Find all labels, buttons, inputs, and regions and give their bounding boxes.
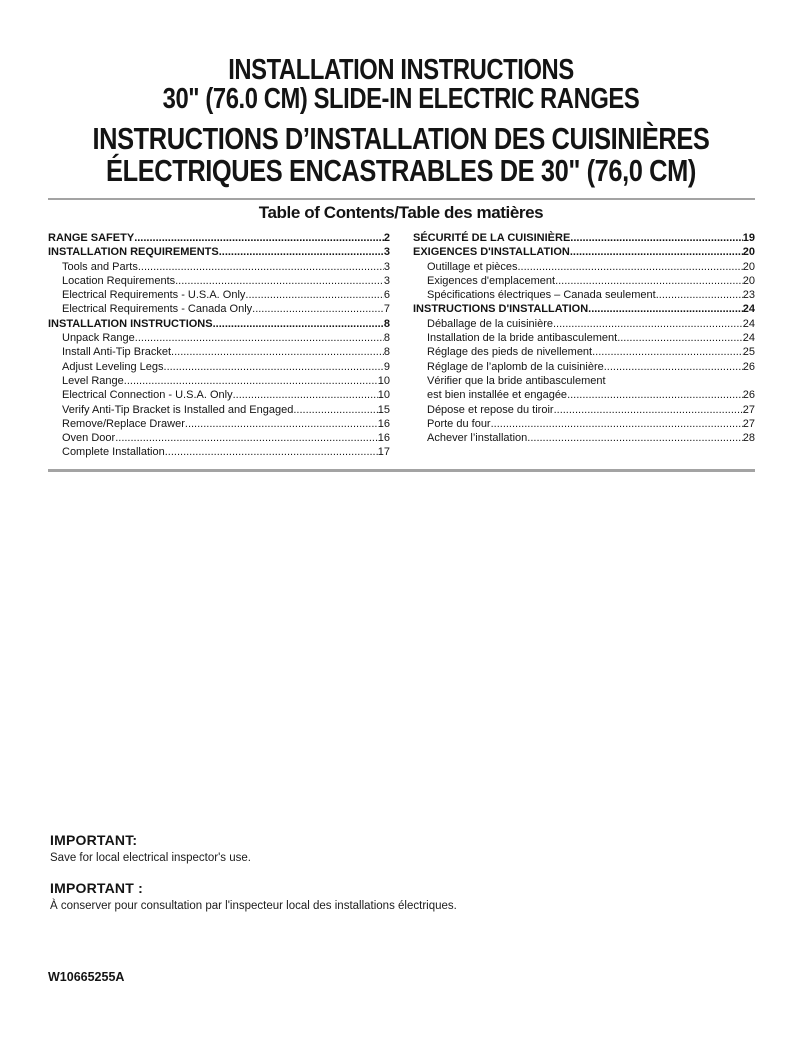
horizontal-rule-bottom: [48, 469, 755, 472]
table-of-contents: [48, 231, 755, 460]
toc-entry-page: 9: [383, 360, 390, 373]
toc-entry: [48, 288, 390, 302]
toc-dot-leader: [245, 288, 383, 302]
toc-entry-page: 16: [377, 417, 390, 430]
toc-entry-page: 8: [383, 332, 390, 345]
toc-entry: [48, 302, 390, 316]
toc-dot-leader: [185, 417, 378, 431]
toc-dot-leader: [213, 317, 384, 331]
toc-entry-page: 10: [377, 374, 390, 387]
toc-entry-page: 20: [742, 260, 755, 273]
toc-entry-page: 27: [742, 417, 755, 430]
toc-entry: [413, 317, 755, 331]
toc-entry-label: Outillage et pièces: [427, 260, 518, 273]
toc-entry-label: Installation de la bride antibasculement: [427, 332, 618, 345]
toc-entry-page: 19: [742, 232, 755, 244]
toc-entry-page: 28: [742, 432, 755, 445]
toc-entry-label: Vérifier que la bride antibasculement: [427, 374, 606, 387]
toc-entry-page: 8: [383, 317, 390, 330]
toc-dot-leader: [588, 302, 743, 316]
toc-entry: [413, 388, 755, 402]
toc-dot-leader: [604, 360, 743, 374]
toc-entry: [48, 331, 390, 345]
toc-dot-leader: [233, 388, 378, 402]
toc-entry-page: 20: [742, 246, 755, 259]
toc-entry: [48, 231, 390, 245]
toc-entry: [413, 245, 755, 259]
toc-dot-leader: [527, 431, 742, 445]
toc-dot-leader: [567, 388, 743, 402]
important-note-body: Save for local electrical inspector's use.: [50, 852, 251, 864]
toc-entry-label: Tools and Parts: [62, 260, 138, 273]
toc-entry-page: 27: [742, 403, 755, 416]
toc-entry-label: Exigences d'emplacement: [427, 274, 556, 287]
toc-entry: [48, 388, 390, 402]
toc-dot-leader: [592, 345, 743, 359]
toc-dot-leader: [656, 288, 743, 302]
toc-entry-page: 16: [377, 432, 390, 445]
toc-entry: [48, 360, 390, 374]
toc-dot-leader: [570, 231, 742, 245]
toc-dot-leader: [134, 231, 384, 245]
toc-entry-page: 3: [383, 246, 390, 259]
toc-dot-leader: [570, 245, 743, 259]
toc-entry: [413, 417, 755, 431]
toc-entry: [413, 302, 755, 316]
toc-dot-leader: [219, 245, 384, 259]
toc-entry: [48, 317, 390, 331]
toc-entry-page: 24: [742, 303, 755, 316]
toc-entry: [48, 260, 390, 274]
toc-entry: [413, 260, 755, 274]
toc-dot-leader: [138, 260, 384, 274]
toc-column-english: [48, 231, 390, 460]
toc-entry: [413, 431, 755, 445]
toc-entry-label: Réglage des pieds de nivellement: [427, 346, 593, 359]
toc-dot-leader: [491, 417, 743, 431]
toc-entry-page: 24: [742, 317, 755, 330]
toc-entry-page: 3: [383, 260, 390, 273]
toc-entry-label: Remove/Replace Drawer: [62, 417, 185, 430]
toc-entry-label: Unpack Range: [62, 332, 135, 345]
toc-entry: [413, 231, 755, 245]
toc-entry-page: 2: [383, 232, 390, 244]
toc-entry: [413, 360, 755, 374]
toc-entry-page: 20: [742, 274, 755, 287]
toc-entry-label: Verify Anti-Tip Bracket is Installed and Engaged: [62, 403, 294, 416]
toc-entry: [413, 274, 755, 288]
toc-entry-page: 26: [742, 360, 755, 373]
toc-dot-leader: [165, 445, 378, 459]
important-note-english: [50, 832, 755, 865]
toc-entry-label: EXIGENCES D'INSTALLATION: [413, 246, 570, 259]
title-line-fr-1: INSTRUCTIONS D’INSTALLATION DES CUISINIÈRES: [92, 121, 710, 156]
toc-column-french: [413, 231, 755, 460]
toc-entry-label: Level Range: [62, 374, 124, 387]
toc-entry: [48, 445, 390, 459]
toc-entry: [48, 345, 390, 359]
toc-dot-leader: [175, 274, 384, 288]
toc-entry-label: Spécifications électriques – Canada seulement: [427, 289, 656, 302]
toc-entry-page: 3: [383, 274, 390, 287]
title-line-en-2: 30" (76.0 CM) SLIDE-IN ELECTRIC RANGES: [162, 83, 640, 115]
toc-entry-label: INSTRUCTIONS D'INSTALLATION: [413, 303, 589, 316]
toc-entry-label: Déballage de la cuisinière: [427, 317, 553, 330]
toc-dot-leader: [115, 431, 378, 445]
horizontal-rule-top: [48, 198, 755, 200]
title-line-en-1: INSTALLATION INSTRUCTIONS: [228, 54, 574, 86]
toc-dot-leader: [124, 374, 378, 388]
toc-entry: [413, 403, 755, 417]
toc-entry-label: Location Requirements: [62, 274, 176, 287]
toc-entry-label: RANGE SAFETY: [48, 232, 135, 244]
toc-entry: [48, 245, 390, 259]
toc-entry: [48, 374, 390, 388]
toc-dot-leader: [555, 274, 743, 288]
toc-entry-label: INSTALLATION REQUIREMENTS: [48, 246, 219, 259]
toc-dot-leader: [293, 403, 377, 417]
document-part-number: W10665255A: [48, 970, 125, 984]
toc-entry-page: 17: [377, 446, 390, 459]
toc-dot-leader: [164, 360, 384, 374]
toc-dot-leader: [171, 345, 384, 359]
toc-entry-page: 24: [742, 332, 755, 345]
toc-entry: [48, 417, 390, 431]
toc-entry-page: 10: [377, 389, 390, 402]
important-note-heading: IMPORTANT :: [50, 880, 143, 896]
toc-entry: [48, 403, 390, 417]
toc-dot-leader: [135, 331, 384, 345]
toc-entry-label: est bien installée et engagée: [427, 389, 568, 402]
toc-dot-leader: [554, 403, 743, 417]
toc-dot-leader: [617, 331, 743, 345]
toc-entry-label: Porte du four: [427, 417, 491, 430]
toc-entry-label: Dépose et repose du tiroir: [427, 403, 554, 416]
toc-entry: [413, 345, 755, 359]
toc-entry-label: Electrical Requirements - U.S.A. Only: [62, 289, 246, 302]
important-note-heading: IMPORTANT:: [50, 832, 138, 848]
title-line-fr-2: ÉLECTRIQUES ENCASTRABLES DE 30" (76,0 CM): [106, 153, 696, 188]
toc-dot-leader: [252, 302, 384, 316]
toc-entry-page: 8: [383, 346, 390, 359]
toc-entry: [413, 331, 755, 345]
toc-entry-page: 26: [742, 389, 755, 402]
title-french: [72, 123, 730, 187]
toc-entry-page: 15: [377, 403, 390, 416]
toc-entry-label: Electrical Requirements - Canada Only: [62, 303, 253, 316]
important-note-french: [50, 880, 755, 913]
toc-entry-label: Electrical Connection - U.S.A. Only: [62, 389, 233, 402]
toc-entry-label: Adjust Leveling Legs: [62, 360, 164, 373]
toc-entry-label: Install Anti-Tip Bracket: [62, 346, 172, 359]
toc-entry: [48, 431, 390, 445]
toc-entry-label: Achever l’installation: [427, 432, 528, 445]
toc-entry-label: INSTALLATION INSTRUCTIONS: [48, 317, 213, 330]
toc-entry-label: SÉCURITÉ DE LA CUISINIÈRE: [413, 232, 571, 244]
important-note-body: À conserver pour consultation par l'inspecteur local des installations électriques.: [50, 900, 457, 912]
toc-dot-leader: [553, 317, 743, 331]
toc-entry-label: Oven Door: [62, 432, 116, 445]
toc-entry-page: 6: [383, 289, 390, 302]
toc-dot-leader: [518, 260, 743, 274]
toc-entry: [48, 274, 390, 288]
document-title: [0, 56, 802, 187]
toc-heading: Table of Contents/Table des matières: [258, 203, 544, 222]
toc-entry: [413, 374, 755, 388]
toc-entry-label: Réglage de l’aplomb de la cuisinière: [427, 360, 604, 373]
toc-entry-label: Complete Installation: [62, 446, 165, 459]
toc-entry-page: 23: [742, 289, 755, 302]
toc-entry-page: 7: [383, 303, 390, 316]
title-english: [72, 56, 730, 114]
toc-entry: [413, 288, 755, 302]
toc-entry-page: 25: [742, 346, 755, 359]
